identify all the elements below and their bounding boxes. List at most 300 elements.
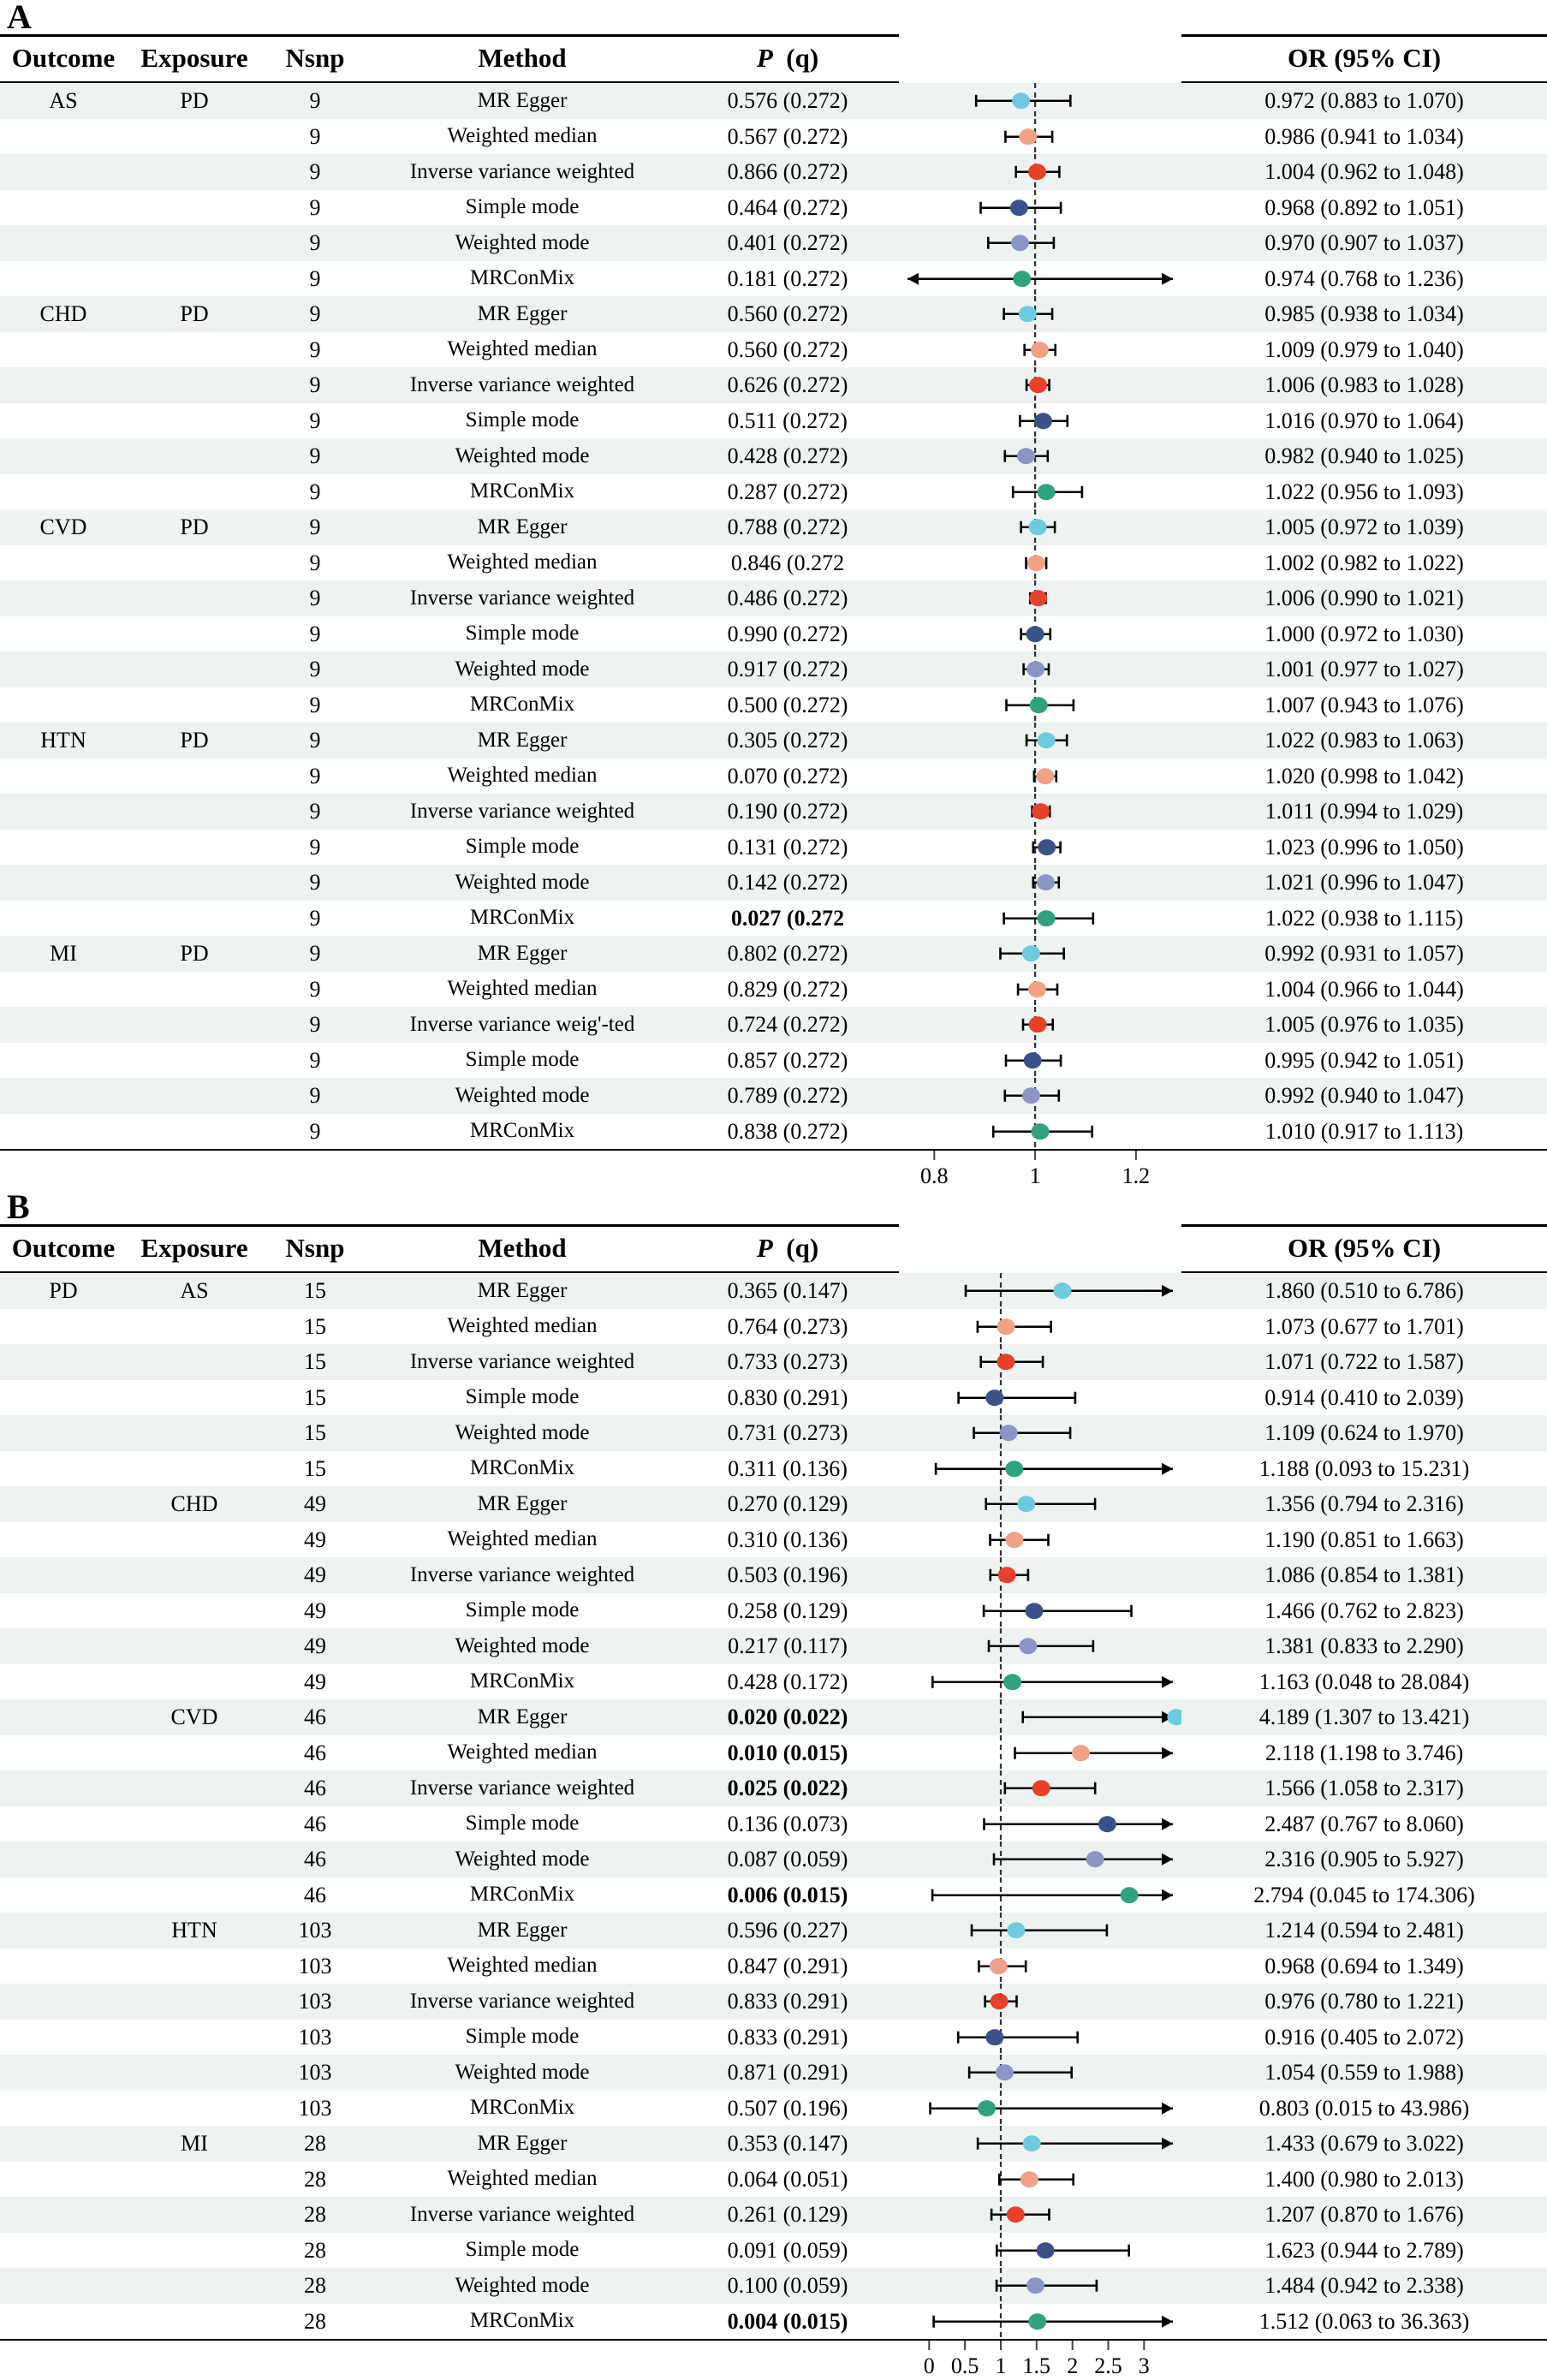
cell-outcome xyxy=(0,1043,127,1079)
col-header-method: Method xyxy=(368,36,676,83)
cell-or-ci: 1.400 (0.980 to 2.013) xyxy=(1264,2166,1464,2192)
col-header-nsnp: Nsnp xyxy=(262,1226,368,1273)
cell-p-value: 0.365 (0.147) xyxy=(676,1272,899,1309)
table-row xyxy=(0,296,1547,332)
cell-exposure xyxy=(127,1344,262,1380)
cell-p-value: 0.287 (0.272) xyxy=(727,479,848,504)
cell-or-ci: 1.512 (0.063 to 36.363) xyxy=(1258,2308,1470,2334)
table-row xyxy=(0,1486,1547,1522)
cell-or-ci: 1.356 (0.794 to 2.316) xyxy=(1181,1486,1547,1522)
cell-nsnp: 9 xyxy=(262,367,368,403)
forest-row-plot xyxy=(899,83,1181,119)
cell-p-value: 0.866 (0.272) xyxy=(676,154,899,190)
col-header-p: P (q) xyxy=(676,36,899,83)
cell-nsnp: 9 xyxy=(262,154,368,190)
cell-outcome xyxy=(0,2020,127,2056)
cell-forest-marker xyxy=(899,1043,1181,1079)
cell-p-value: 0.181 (0.272) xyxy=(727,265,848,291)
cell-method: Inverse variance weighted xyxy=(368,794,676,830)
cell-method: Weighted median xyxy=(447,764,598,788)
cell-nsnp: 15 xyxy=(304,1455,326,1481)
cell-or-ci: 1.022 (0.983 to 1.063) xyxy=(1181,723,1547,759)
table-row xyxy=(0,1664,1547,1700)
cell-outcome xyxy=(0,332,127,368)
cell-or-ci: 1.623 (0.944 to 2.789) xyxy=(1264,2237,1464,2263)
cell-exposure xyxy=(127,2020,262,2056)
cell-outcome xyxy=(0,1380,127,1416)
cell-outcome xyxy=(0,1557,127,1593)
forest-row-plot xyxy=(899,1114,1181,1150)
cell-exposure: HTN xyxy=(127,1913,262,1949)
forest-row-plot xyxy=(899,1593,1181,1629)
cell-nsnp: 103 xyxy=(298,2095,332,2121)
cell-or-ci: 1.022 (0.938 to 1.115) xyxy=(1264,905,1464,931)
forest-row-plot xyxy=(899,2162,1181,2198)
cell-nsnp: 9 xyxy=(309,905,321,931)
table-row xyxy=(0,1043,1547,1079)
cell-exposure xyxy=(127,2197,262,2233)
cell-method: Simple mode xyxy=(465,835,580,859)
cell-method: MRConMix xyxy=(469,1883,575,1907)
table-row xyxy=(0,1522,1547,1558)
cell-or-ci: 1.054 (0.559 to 1.988) xyxy=(1181,2055,1547,2091)
cell-p-value: 0.131 (0.272) xyxy=(727,834,848,860)
table-row xyxy=(0,2126,1547,2162)
table-row xyxy=(0,1007,1547,1043)
cell-exposure: PD xyxy=(127,296,262,332)
cell-method: Weighted median xyxy=(447,977,598,1001)
cell-outcome: CVD xyxy=(0,509,127,545)
cell-outcome xyxy=(0,190,127,226)
table-row xyxy=(0,367,1547,403)
cell-outcome xyxy=(0,2055,127,2091)
cell-method: Simple mode xyxy=(465,195,580,219)
cell-method: MR Egger xyxy=(368,936,676,972)
cell-forest-marker xyxy=(899,1114,1181,1151)
cell-nsnp: 103 xyxy=(262,2055,368,2091)
cell-nsnp: 9 xyxy=(309,408,321,433)
cell-forest-marker xyxy=(899,1806,1181,1842)
cell-forest-marker xyxy=(899,1007,1181,1043)
cell-forest-marker xyxy=(899,2020,1181,2056)
col-header-exposure: Exposure xyxy=(127,1226,262,1273)
forest-row-plot xyxy=(899,2020,1181,2056)
cell-or-ci: 1.073 (0.677 to 1.701) xyxy=(1264,1313,1464,1339)
x-axis-ticks xyxy=(899,1151,1181,1190)
cell-forest-marker xyxy=(899,190,1181,226)
cell-p-value: 0.305 (0.272) xyxy=(676,723,899,759)
cell-p-value: 0.833 (0.291) xyxy=(727,2024,848,2050)
table-row xyxy=(0,865,1547,901)
cell-method: Inverse variance weighted xyxy=(368,367,676,403)
cell-forest-marker xyxy=(899,2268,1181,2304)
cell-exposure xyxy=(127,190,262,226)
svg-text:1.5: 1.5 xyxy=(1022,2353,1051,2378)
cell-method: Simple mode xyxy=(465,2025,580,2049)
cell-forest-marker xyxy=(899,1664,1181,1700)
cell-nsnp: 46 xyxy=(304,1882,326,1907)
cell-outcome xyxy=(0,474,127,510)
cell-exposure xyxy=(127,2268,262,2304)
col-header-outcome: Outcome xyxy=(0,1226,127,1273)
cell-p-value: 0.500 (0.272) xyxy=(727,692,848,717)
cell-nsnp: 9 xyxy=(309,194,321,220)
cell-forest-marker xyxy=(899,1699,1181,1735)
forest-row-plot xyxy=(899,936,1181,972)
cell-or-ci: 1.002 (0.982 to 1.022) xyxy=(1264,550,1464,575)
cell-outcome xyxy=(0,759,127,794)
cell-p-value: 0.190 (0.272) xyxy=(676,794,899,830)
cell-exposure xyxy=(127,2162,262,2198)
cell-p-value: 0.511 (0.272) xyxy=(728,408,848,433)
cell-method: MR Egger xyxy=(368,1913,676,1949)
cell-nsnp: 9 xyxy=(262,865,368,901)
cell-method: Inverse variance weighted xyxy=(368,1344,676,1380)
cell-method: Simple mode xyxy=(465,1048,580,1072)
table-row xyxy=(0,2091,1547,2127)
forest-row-plot xyxy=(899,1949,1181,1984)
forest-row-plot xyxy=(899,1309,1181,1345)
cell-forest-marker xyxy=(899,2055,1181,2091)
cell-forest-marker xyxy=(899,1949,1181,1984)
axis-row xyxy=(0,2340,1547,2380)
cell-exposure xyxy=(127,759,262,794)
cell-or-ci: 0.803 (0.015 to 43.986) xyxy=(1258,2095,1470,2121)
forest-row-plot xyxy=(899,1522,1181,1558)
table-row xyxy=(0,1593,1547,1629)
cell-nsnp: 46 xyxy=(304,1811,326,1836)
forest-row-plot xyxy=(899,154,1181,190)
cell-outcome xyxy=(0,1114,127,1151)
cell-nsnp: 46 xyxy=(304,1740,326,1765)
cell-outcome xyxy=(0,2126,127,2162)
cell-outcome xyxy=(0,1735,127,1771)
cell-nsnp: 9 xyxy=(262,580,368,616)
cell-p-value: 0.802 (0.272) xyxy=(676,936,899,972)
cell-method: Weighted mode xyxy=(368,225,676,261)
cell-nsnp: 49 xyxy=(262,1486,368,1522)
cell-nsnp: 103 xyxy=(262,1984,368,2020)
svg-text:0.5: 0.5 xyxy=(950,2353,979,2378)
cell-p-value: 0.503 (0.196) xyxy=(676,1557,899,1593)
cell-outcome xyxy=(0,438,127,474)
cell-p-value: 0.020 (0.022) xyxy=(676,1699,899,1735)
cell-or-ci: 1.214 (0.594 to 2.481) xyxy=(1181,1913,1547,1949)
table-row xyxy=(0,2020,1547,2056)
forest-row-plot xyxy=(899,652,1181,687)
table-row xyxy=(0,1913,1547,1949)
cell-p-value: 0.560 (0.272) xyxy=(676,296,899,332)
cell-method: MRConMix xyxy=(469,1669,575,1693)
cell-forest-marker xyxy=(899,580,1181,616)
cell-nsnp: 15 xyxy=(262,1415,368,1451)
cell-p-value: 0.917 (0.272) xyxy=(676,652,899,687)
cell-exposure xyxy=(127,2304,262,2341)
cell-p-value: 0.789 (0.272) xyxy=(676,1078,899,1114)
forest-row-plot xyxy=(899,1451,1181,1487)
forest-row-plot xyxy=(899,2304,1181,2340)
cell-or-ci: 1.006 (0.983 to 1.028) xyxy=(1181,367,1547,403)
cell-nsnp: 103 xyxy=(298,2024,332,2050)
cell-or-ci: 1.009 (0.979 to 1.040) xyxy=(1264,336,1464,362)
forest-row-plot xyxy=(899,1557,1181,1593)
cell-exposure xyxy=(127,2091,262,2127)
cell-or-ci: 0.995 (0.942 to 1.051) xyxy=(1264,1047,1464,1073)
cell-forest-marker xyxy=(899,936,1181,972)
cell-forest-marker xyxy=(899,474,1181,510)
cell-exposure xyxy=(127,1043,262,1079)
table-row xyxy=(0,1380,1547,1416)
cell-nsnp: 46 xyxy=(262,1842,368,1877)
table-row xyxy=(0,1735,1547,1771)
cell-nsnp: 9 xyxy=(262,438,368,474)
cell-outcome xyxy=(0,616,127,652)
cell-p-value: 0.731 (0.273) xyxy=(676,1415,899,1451)
cell-exposure xyxy=(127,1949,262,1984)
cell-exposure xyxy=(127,2055,262,2091)
cell-outcome xyxy=(0,687,127,723)
cell-forest-marker xyxy=(899,1984,1181,2020)
table-row xyxy=(0,723,1547,759)
table-row xyxy=(0,2197,1547,2233)
cell-nsnp: 9 xyxy=(309,479,321,504)
cell-outcome xyxy=(0,1628,127,1664)
table-row xyxy=(0,830,1547,866)
table-row xyxy=(0,474,1547,510)
cell-forest-marker xyxy=(899,154,1181,190)
cell-p-value: 0.560 (0.272) xyxy=(727,336,848,362)
forest-row-plot xyxy=(899,1664,1181,1700)
cell-nsnp: 9 xyxy=(309,692,321,717)
cell-forest-marker xyxy=(899,723,1181,759)
col-header-or: OR (95% CI) xyxy=(1181,1226,1547,1273)
table-row xyxy=(0,190,1547,226)
forest-row-plot xyxy=(899,830,1181,866)
forest-row-plot xyxy=(899,1043,1181,1079)
axis-spacer-left xyxy=(0,2340,899,2380)
cell-method: Weighted mode xyxy=(368,2268,676,2304)
cell-method: MR Egger xyxy=(368,723,676,759)
x-axis xyxy=(899,1150,1181,1190)
cell-nsnp: 49 xyxy=(262,1557,368,1593)
forest-row-plot xyxy=(899,545,1181,581)
forest-row-plot xyxy=(899,972,1181,1008)
cell-or-ci: 0.992 (0.931 to 1.057) xyxy=(1181,936,1547,972)
table-row xyxy=(0,1877,1547,1913)
cell-outcome: MI xyxy=(0,936,127,972)
cell-or-ci: 1.207 (0.870 to 1.676) xyxy=(1181,2197,1547,2233)
cell-forest-marker xyxy=(899,2126,1181,2162)
cell-or-ci: 1.071 (0.722 to 1.587) xyxy=(1181,1344,1547,1380)
cell-method: Weighted mode xyxy=(368,1628,676,1664)
cell-exposure xyxy=(127,865,262,901)
cell-exposure xyxy=(127,1806,262,1842)
cell-or-ci: 0.986 (0.941 to 1.034) xyxy=(1264,123,1464,149)
cell-exposure xyxy=(127,1114,262,1151)
forest-row-plot xyxy=(899,1770,1181,1806)
x-axis-ticks xyxy=(899,2341,1181,2380)
cell-method: Simple mode xyxy=(465,622,580,646)
cell-p-value: 0.507 (0.196) xyxy=(727,2095,848,2121)
cell-outcome xyxy=(0,972,127,1008)
cell-forest-marker xyxy=(899,82,1181,119)
table-row xyxy=(0,1557,1547,1593)
x-axis xyxy=(899,2340,1181,2380)
forest-row-plot xyxy=(899,438,1181,474)
results-table-b xyxy=(0,1224,1547,2380)
cell-forest-marker xyxy=(899,1628,1181,1664)
cell-outcome xyxy=(0,367,127,403)
forest-row-plot xyxy=(899,1806,1181,1842)
cell-forest-marker xyxy=(899,794,1181,830)
cell-exposure xyxy=(127,1770,262,1806)
cell-or-ci: 1.086 (0.854 to 1.381) xyxy=(1181,1557,1547,1593)
cell-method: Weighted median xyxy=(447,2167,598,2191)
cell-p-value: 0.724 (0.272) xyxy=(676,1007,899,1043)
cell-method: MRConMix xyxy=(469,1456,575,1480)
table-row xyxy=(0,1770,1547,1806)
table-row xyxy=(0,1078,1547,1114)
svg-text:0.8: 0.8 xyxy=(920,1163,949,1188)
cell-outcome xyxy=(0,2197,127,2233)
cell-nsnp: 9 xyxy=(309,550,321,575)
cell-forest-marker xyxy=(899,1913,1181,1949)
cell-p-value: 0.070 (0.272) xyxy=(727,763,848,788)
table-row xyxy=(0,1344,1547,1380)
cell-outcome xyxy=(0,2091,127,2127)
cell-forest-marker xyxy=(899,225,1181,261)
table-row xyxy=(0,1984,1547,2020)
cell-method: MR Egger xyxy=(368,1486,676,1522)
table-row xyxy=(0,403,1547,439)
axis-spacer-right xyxy=(1181,1150,1547,1190)
cell-p-value: 0.464 (0.272) xyxy=(727,194,848,220)
col-header-or: OR (95% CI) xyxy=(1181,36,1547,83)
forest-row-plot xyxy=(899,1842,1181,1877)
cell-p-value: 0.270 (0.129) xyxy=(676,1486,899,1522)
cell-p-value: 0.217 (0.117) xyxy=(676,1628,899,1664)
cell-outcome xyxy=(0,1593,127,1629)
cell-outcome: CHD xyxy=(0,296,127,332)
cell-or-ci: 1.109 (0.624 to 1.970) xyxy=(1181,1415,1547,1451)
svg-text:1: 1 xyxy=(995,2353,1007,2378)
cell-or-ci: 0.968 (0.892 to 1.051) xyxy=(1264,194,1464,220)
table-row xyxy=(0,1114,1547,1151)
cell-exposure xyxy=(127,616,262,652)
table-row xyxy=(0,901,1547,937)
table-row xyxy=(0,119,1547,155)
cell-p-value: 0.010 (0.015) xyxy=(727,1740,848,1765)
cell-or-ci: 2.316 (0.905 to 5.927) xyxy=(1181,1842,1547,1877)
cell-method: Weighted mode xyxy=(368,1078,676,1114)
forest-row-plot xyxy=(899,1078,1181,1114)
cell-or-ci: 1.021 (0.996 to 1.047) xyxy=(1181,865,1547,901)
col-header-nsnp: Nsnp xyxy=(262,36,368,83)
table-row xyxy=(0,972,1547,1008)
axis-spacer-left xyxy=(0,1150,899,1190)
cell-method: Weighted mode xyxy=(368,865,676,901)
axis-spacer-right xyxy=(1181,2340,1547,2380)
forest-row-plot xyxy=(899,2197,1181,2233)
forest-row-plot xyxy=(899,2126,1181,2162)
cell-outcome xyxy=(0,652,127,687)
cell-exposure: CVD xyxy=(127,1699,262,1735)
cell-or-ci: 0.914 (0.410 to 2.039) xyxy=(1264,1384,1464,1410)
cell-nsnp: 103 xyxy=(262,1913,368,1949)
cell-exposure xyxy=(127,403,262,439)
cell-method: Weighted median xyxy=(447,337,598,361)
cell-forest-marker xyxy=(899,119,1181,155)
cell-exposure: AS xyxy=(127,1272,262,1309)
cell-forest-marker xyxy=(899,759,1181,794)
forest-row-plot xyxy=(899,794,1181,830)
cell-or-ci: 1.860 (0.510 to 6.786) xyxy=(1181,1272,1547,1309)
table-row xyxy=(0,332,1547,368)
cell-or-ci: 1.023 (0.996 to 1.050) xyxy=(1264,834,1464,860)
forest-row-plot xyxy=(899,190,1181,226)
cell-p-value: 0.401 (0.272) xyxy=(676,225,899,261)
cell-p-value: 0.100 (0.059) xyxy=(676,2268,899,2304)
cell-exposure xyxy=(127,474,262,510)
cell-or-ci: 0.976 (0.780 to 1.221) xyxy=(1181,1984,1547,2020)
cell-nsnp: 9 xyxy=(309,763,321,788)
col-header-forest-plot xyxy=(899,1226,1181,1273)
cell-exposure xyxy=(127,438,262,474)
cell-outcome xyxy=(0,545,127,581)
panel-b xyxy=(0,1187,1547,2380)
cell-nsnp: 15 xyxy=(262,1272,368,1309)
cell-method: Simple mode xyxy=(465,1385,580,1409)
cell-p-value: 0.871 (0.291) xyxy=(676,2055,899,2091)
forest-row-plot xyxy=(899,225,1181,261)
cell-exposure xyxy=(127,1380,262,1416)
cell-method: Weighted median xyxy=(447,550,598,574)
cell-p-value: 0.733 (0.273) xyxy=(676,1344,899,1380)
cell-method: Weighted mode xyxy=(368,652,676,687)
cell-or-ci: 0.985 (0.938 to 1.034) xyxy=(1181,296,1547,332)
cell-method: MR Egger xyxy=(368,509,676,545)
cell-outcome xyxy=(0,261,127,297)
cell-forest-marker xyxy=(899,1557,1181,1593)
table-row xyxy=(0,936,1547,972)
cell-exposure xyxy=(127,1522,262,1558)
cell-p-value: 0.576 (0.272) xyxy=(676,82,899,119)
cell-method: Simple mode xyxy=(465,2238,580,2262)
cell-outcome xyxy=(0,1309,127,1345)
cell-outcome xyxy=(0,1699,127,1735)
cell-nsnp: 9 xyxy=(262,225,368,261)
cell-nsnp: 9 xyxy=(309,976,321,1002)
cell-p-value: 0.353 (0.147) xyxy=(676,2126,899,2162)
table-row xyxy=(0,82,1547,119)
cell-outcome xyxy=(0,1078,127,1114)
cell-p-value: 0.847 (0.291) xyxy=(727,1953,848,1978)
cell-method: MRConMix xyxy=(469,906,575,930)
cell-method: Weighted mode xyxy=(368,2055,676,2091)
cell-nsnp: 28 xyxy=(304,2237,326,2263)
cell-nsnp: 9 xyxy=(262,82,368,119)
cell-p-value: 0.136 (0.073) xyxy=(727,1811,848,1836)
cell-forest-marker xyxy=(899,438,1181,474)
table-row xyxy=(0,225,1547,261)
cell-p-value: 0.004 (0.015) xyxy=(727,2308,848,2334)
cell-nsnp: 28 xyxy=(262,2126,368,2162)
cell-p-value: 0.258 (0.129) xyxy=(727,1598,848,1623)
cell-exposure xyxy=(127,1415,262,1451)
table-row xyxy=(0,1309,1547,1345)
cell-outcome xyxy=(0,1913,127,1949)
forest-row-plot xyxy=(899,865,1181,901)
